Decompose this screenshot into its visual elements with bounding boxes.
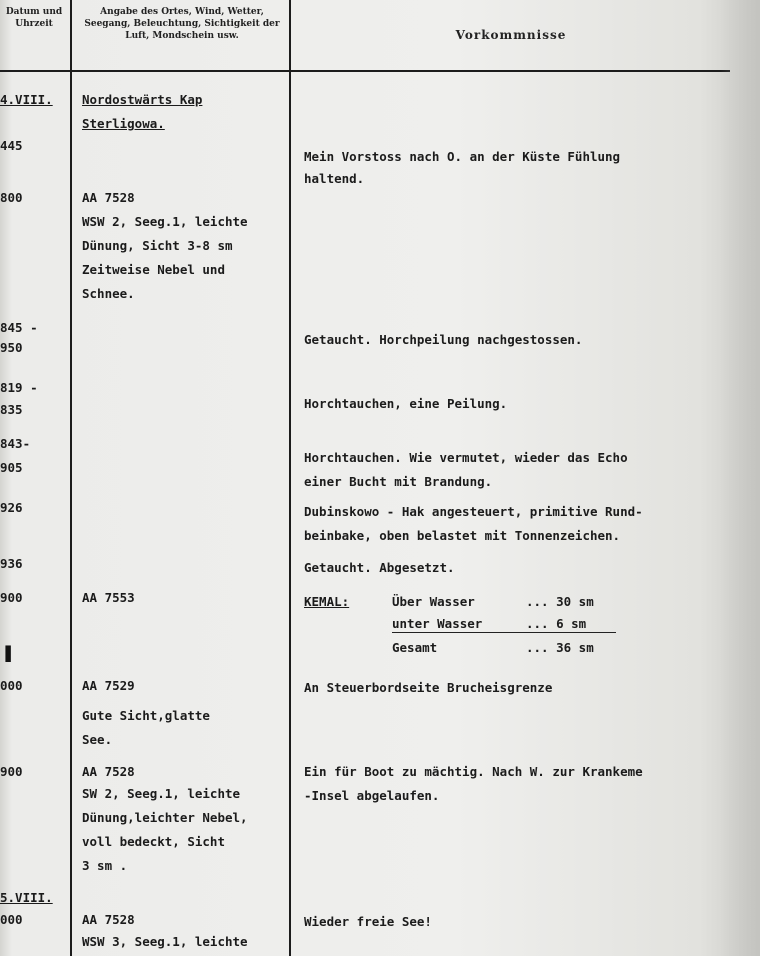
time-cell: 835 (0, 402, 23, 417)
event-cell: Horchtauchen. Wie vermutet, wieder das Echo (304, 450, 628, 465)
time-cell: 905 (0, 460, 23, 475)
place-cell: SW 2, Seeg.1, leichte (82, 786, 241, 801)
column-divider-2 (289, 0, 291, 956)
header-place-weather: Angabe des Ortes, Wind, Wetter, Seegang, Beleuchtung, Sichtigkeit der Luft, Mondschein usw. (84, 7, 280, 41)
event-cell: An Steuerbordseite Brucheisgrenze (304, 680, 553, 695)
date-cell: 4.VIII. (0, 92, 53, 107)
etmal-sum-rule (392, 632, 616, 633)
etmal-label: KEMAL: (304, 594, 350, 609)
place-cell: Dünung,leichter Nebel, (82, 810, 248, 825)
time-cell: 445 (0, 138, 23, 153)
time-cell: 926 (0, 500, 23, 515)
time-cell: 800 (0, 190, 23, 205)
etmal-surface-value: ... 30 sm (526, 594, 594, 609)
event-cell: Getaucht. Horchpeilung nachgestossen. (304, 332, 583, 347)
header-events: Vorkommnisse (455, 28, 567, 42)
place-cell: voll bedeckt, Sicht (82, 834, 225, 849)
place-cell: Zeitweise Nebel und (82, 262, 225, 277)
etmal-surface-label: Über Wasser (392, 594, 475, 609)
place-cell: WSW 2, Seeg.1, leichte (82, 214, 248, 229)
time-cell: 936 (0, 556, 23, 571)
place-cell: Schnee. (82, 286, 135, 301)
event-cell: Horchtauchen, eine Peilung. (304, 396, 508, 411)
place-cell: Dünung, Sicht 3-8 sm (82, 238, 233, 253)
event-cell: Wieder freie See! (304, 914, 432, 929)
time-cell: 900 (0, 764, 23, 779)
place-cell: See. (82, 732, 113, 747)
page-edge-shadow (720, 0, 760, 956)
event-cell: beinbake, oben belastet mit Tonnenzeichen. (304, 528, 621, 543)
time-cell: 900 (0, 590, 23, 605)
margin-mark: ❚ (2, 640, 15, 664)
etmal-submerged-label: unter Wasser (392, 616, 483, 631)
etmal-total-label: Gesamt (392, 640, 438, 655)
header-rule (0, 70, 730, 72)
place-cell: AA 7528 (82, 764, 135, 779)
event-cell: -Insel abgelaufen. (304, 788, 440, 803)
place-cell: Nordostwärts Kap (82, 92, 203, 107)
event-cell: einer Bucht mit Brandung. (304, 474, 493, 489)
place-cell: AA 7553 (82, 590, 135, 605)
time-cell: 845 - (0, 320, 38, 335)
time-cell: 950 (0, 340, 23, 355)
event-cell: Mein Vorstoss nach O. an der Küste Fühlung (304, 149, 621, 164)
event-cell: haltend. (304, 171, 365, 186)
event-cell: Dubinskowo - Hak angesteuert, primitive Rund- (304, 504, 643, 519)
place-cell: AA 7528 (82, 190, 135, 205)
place-cell: WSW 3, Seeg.1, leichte (82, 934, 248, 949)
place-cell: Sterligowa. (82, 116, 165, 131)
time-cell: 000 (0, 678, 23, 693)
place-cell: AA 7529 (82, 678, 135, 693)
event-cell: Getaucht. Abgesetzt. (304, 560, 455, 575)
event-cell: Ein für Boot zu mächtig. Nach W. zur Krankeme (304, 764, 643, 779)
etmal-total-value: ... 36 sm (526, 640, 594, 655)
place-cell: 3 sm . (82, 858, 128, 873)
date-cell: 5.VIII. (0, 890, 53, 905)
place-cell: Gute Sicht,glatte (82, 708, 210, 723)
time-cell: 819 - (0, 380, 38, 395)
time-cell: 843- (0, 436, 31, 451)
time-cell: 000 (0, 912, 23, 927)
place-cell: AA 7528 (82, 912, 135, 927)
etmal-submerged-value: ... 6 sm (526, 616, 587, 631)
column-divider-1 (70, 0, 72, 956)
header-date-time: Datum und Uhrzeit (5, 7, 63, 29)
